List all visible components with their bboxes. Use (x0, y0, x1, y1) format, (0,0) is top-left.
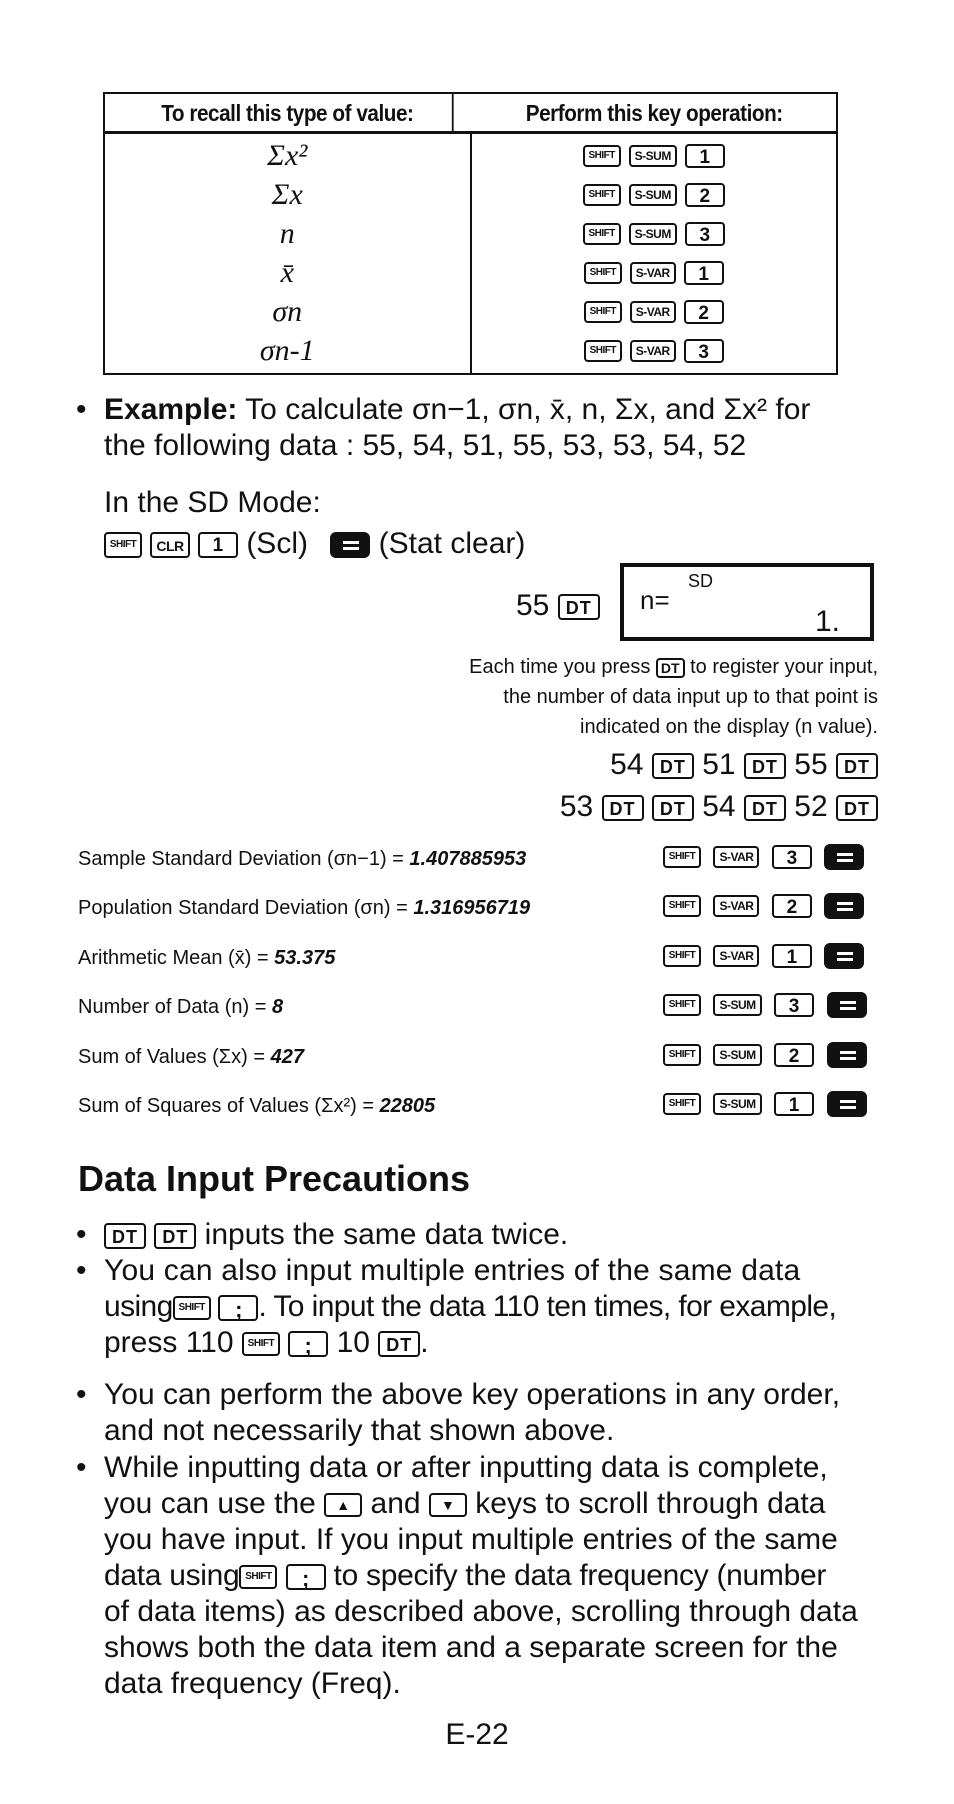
bullet: • (76, 1254, 87, 1287)
precaution-1 (104, 1217, 568, 1253)
s-var-key: S-VAR (713, 945, 759, 967)
s-var-key: S-VAR (713, 846, 759, 868)
shift-key: SHIFT (104, 532, 142, 558)
table-row (105, 292, 470, 331)
stat-keys (663, 943, 872, 969)
input-value: 55 (794, 748, 828, 781)
stat-name: Sum of Squares of Values (Σx²) = (78, 1095, 380, 1117)
digit-key: 1 (684, 261, 724, 285)
shift-key: SHIFT (583, 184, 621, 206)
s-var-key: S-VAR (630, 301, 676, 323)
input-value: 53 (559, 790, 594, 823)
symbol-sigma-n-1: σn-1 (259, 333, 315, 367)
shift-key: SHIFT (663, 895, 701, 917)
precaution-text: keys to scroll through data (475, 1487, 826, 1520)
stat-row-sample-sd (78, 844, 878, 876)
precaution-text: to specify the data frequency (number (333, 1559, 827, 1592)
dt-key: DT (744, 795, 786, 821)
precaution-2-line-3 (104, 1325, 429, 1361)
bullet: • (76, 1218, 87, 1251)
stat-value: 427 (270, 1046, 304, 1068)
semicolon-key: ; (286, 1564, 326, 1590)
precaution-2-line-2 (104, 1289, 836, 1325)
dt-key: DT (744, 753, 786, 779)
precaution-4-line-6: shows both the data item and a separate screen for the (104, 1631, 838, 1664)
stat-label (78, 996, 283, 1019)
stat-row-sum (78, 1042, 878, 1074)
stat-value: 1.407885953 (409, 848, 527, 870)
table-header-left: To recall this type of value: (123, 94, 453, 131)
key-sequence (472, 214, 837, 253)
equals-key (330, 532, 370, 558)
stat-keys (663, 1091, 875, 1117)
s-var-key: S-VAR (630, 262, 676, 284)
stat-name: Arithmetic Mean (x̄) = (78, 947, 275, 969)
shift-key: SHIFT (663, 1093, 701, 1115)
input-value: 54 (702, 790, 736, 823)
equals-key (824, 943, 864, 969)
table-row (105, 331, 470, 370)
digit-key: 3 (684, 339, 724, 363)
precaution-text: press 110 (104, 1326, 234, 1359)
stat-name: Sum of Values (Σx) = (78, 1046, 271, 1068)
note-text: the number of data input up to that point is (503, 686, 878, 708)
digit-key: 3 (685, 222, 725, 246)
s-sum-key: S-SUM (713, 994, 761, 1016)
dt-key: DT (652, 795, 694, 821)
table-header (105, 94, 836, 134)
stat-clear-text: (Stat clear) (378, 527, 526, 560)
shift-key: SHIFT (583, 223, 621, 245)
stat-value: 1.316956719 (413, 897, 531, 919)
stat-keys (663, 893, 872, 919)
digit-key: 1 (774, 1092, 814, 1116)
dt-key: DT (652, 753, 694, 779)
stat-keys (663, 844, 872, 870)
display-label: n= (640, 585, 670, 615)
digit-key: 3 (772, 845, 812, 869)
digit-key: 2 (685, 183, 725, 207)
inputs-line-2 (560, 790, 878, 824)
stat-row-sum-squares (78, 1091, 878, 1123)
example-line-1 (104, 392, 810, 428)
key-sequence (472, 253, 837, 292)
key-sequence (472, 136, 837, 175)
stat-keys (663, 1042, 875, 1068)
s-var-key: S-VAR (713, 895, 759, 917)
precaution-text: inputs the same data twice. (196, 1218, 569, 1251)
precaution-4-line-4 (104, 1558, 826, 1594)
precaution-4-line-5: of data items) as described above, scrolling through data (104, 1595, 858, 1628)
precaution-text: using (104, 1290, 173, 1323)
recall-table (103, 92, 838, 375)
sd-indicator: SD (688, 571, 714, 591)
first-input (516, 589, 600, 623)
stat-name: Sample Standard Deviation (σn−1) = (78, 848, 410, 870)
note-text: to register your input, (690, 656, 878, 678)
dt-key: DT (378, 1331, 420, 1357)
note-text: Each time you press (469, 656, 651, 678)
inputs-line-1 (610, 748, 878, 782)
shift-key: SHIFT (239, 1565, 277, 1589)
stat-row-mean (78, 943, 878, 975)
symbols-column (105, 134, 472, 373)
dt-key: DT (656, 658, 685, 678)
stat-value: 53.375 (274, 947, 336, 969)
scl-text: (Scl) (246, 527, 308, 560)
shift-key: SHIFT (583, 145, 621, 167)
note-text: indicated on the display (n value). (580, 716, 878, 738)
semicolon-key: ; (218, 1295, 258, 1321)
stat-value: 8 (271, 996, 284, 1018)
shift-key: SHIFT (173, 1296, 211, 1320)
digit-key: 3 (774, 993, 814, 1017)
stat-name: Population Standard Deviation (σn) = (78, 897, 414, 919)
down-arrow-icon: ▼ (429, 1493, 467, 1517)
table-row (105, 136, 470, 175)
table-header-right: Perform this key operation: (525, 100, 783, 126)
digit-key: 1 (772, 944, 812, 968)
key-sequence (472, 331, 837, 370)
equals-key (824, 893, 864, 919)
first-input-value: 55 (516, 589, 550, 622)
precaution-text: and (370, 1487, 421, 1520)
dt-key: DT (602, 795, 644, 821)
symbol-mean: x̄ (280, 255, 294, 289)
section-heading: Data Input Precautions (78, 1158, 471, 1199)
bullet: • (76, 1451, 87, 1484)
equals-key (827, 1091, 867, 1117)
s-sum-key: S-SUM (713, 1093, 761, 1115)
digit-key: 2 (684, 300, 724, 324)
precaution-3-line-2: and not necessarily that shown above. (104, 1414, 615, 1447)
equals-key (827, 992, 867, 1018)
precaution-4-line-1: While inputting data or after inputting data is complete, (104, 1451, 828, 1484)
keys-column (472, 134, 837, 373)
shift-key: SHIFT (584, 262, 622, 284)
table-row (105, 214, 470, 253)
calculator-display (620, 563, 874, 641)
stat-row-population-sd (78, 893, 878, 925)
example-label: Example: (104, 393, 238, 426)
equals-key (824, 844, 864, 870)
dt-note (469, 652, 878, 742)
stat-label (78, 848, 526, 871)
dt-key: DT (104, 1223, 146, 1249)
input-value: 52 (794, 790, 828, 823)
shift-key: SHIFT (663, 945, 701, 967)
digit-key: 2 (772, 894, 812, 918)
stat-label (78, 1095, 435, 1118)
symbol-sum-x2: Σx² (267, 138, 308, 172)
stat-label (78, 1046, 304, 1069)
precaution-text: . To input the data 110 ten times, for example, (258, 1290, 837, 1323)
example-line-2: the following data : 55, 54, 51, 55, 53, 53, 54, 52 (104, 429, 747, 462)
precaution-3-line-1: You can perform the above key operations in any order, (104, 1378, 841, 1411)
symbol-sum-x: Σx (271, 177, 303, 211)
shift-key: SHIFT (242, 1332, 280, 1356)
shift-key: SHIFT (663, 1044, 701, 1066)
symbol-n: n (279, 216, 295, 250)
stat-value: 22805 (379, 1095, 436, 1117)
key-sequence (472, 292, 837, 331)
stat-label (78, 947, 335, 970)
table-row (105, 175, 470, 214)
table-row (105, 253, 470, 292)
s-sum-key: S-SUM (629, 184, 677, 206)
dt-key: DT (154, 1223, 196, 1249)
dt-key: DT (836, 753, 878, 779)
shift-key: SHIFT (663, 994, 701, 1016)
digit-key: 2 (774, 1043, 814, 1067)
precaution-text: . (420, 1326, 429, 1359)
mode-text: In the SD Mode: (104, 486, 321, 519)
stat-row-count (78, 992, 878, 1024)
s-sum-key: S-SUM (629, 223, 677, 245)
precaution-4-line-3: you have input. If you input multiple entries of the same (104, 1523, 838, 1556)
s-sum-key: S-SUM (629, 145, 677, 167)
bullet: • (76, 393, 87, 426)
dt-key: DT (558, 594, 600, 620)
s-sum-key: S-SUM (713, 1044, 761, 1066)
stat-name: Number of Data (n) = (78, 996, 272, 1018)
equals-key (827, 1042, 867, 1068)
up-arrow-icon: ▲ (324, 1493, 362, 1517)
input-value: 51 (702, 748, 736, 781)
precaution-4-line-2 (104, 1486, 825, 1522)
digit-key: 1 (198, 532, 238, 558)
symbol-sigma-n: σn (272, 294, 303, 328)
page-number: E-22 (445, 1718, 509, 1751)
clr-key: CLR (150, 532, 189, 558)
stat-keys (663, 992, 875, 1018)
shift-key: SHIFT (584, 340, 622, 362)
stat-label (78, 897, 530, 920)
shift-key: SHIFT (584, 301, 622, 323)
shift-key: SHIFT (663, 846, 701, 868)
example-text: To calculate σn−1, σn, x̄, n, Σx, and Σx² for (237, 393, 811, 426)
precaution-4-line-7: data frequency (Freq). (104, 1667, 401, 1700)
precaution-2-line-1: You can also input multiple entries of the same data (104, 1254, 801, 1287)
precaution-text: data using (104, 1559, 240, 1592)
key-sequence (472, 175, 837, 214)
stat-clear-line (104, 526, 525, 562)
precaution-text: 10 (336, 1326, 370, 1359)
bullet: • (76, 1378, 87, 1411)
s-var-key: S-VAR (630, 340, 676, 362)
digit-key: 1 (685, 144, 725, 168)
dt-key: DT (836, 795, 878, 821)
semicolon-key: ; (288, 1331, 328, 1357)
input-value: 54 (610, 748, 644, 781)
display-value: 1. (814, 605, 840, 638)
precaution-text: you can use the (104, 1487, 316, 1520)
